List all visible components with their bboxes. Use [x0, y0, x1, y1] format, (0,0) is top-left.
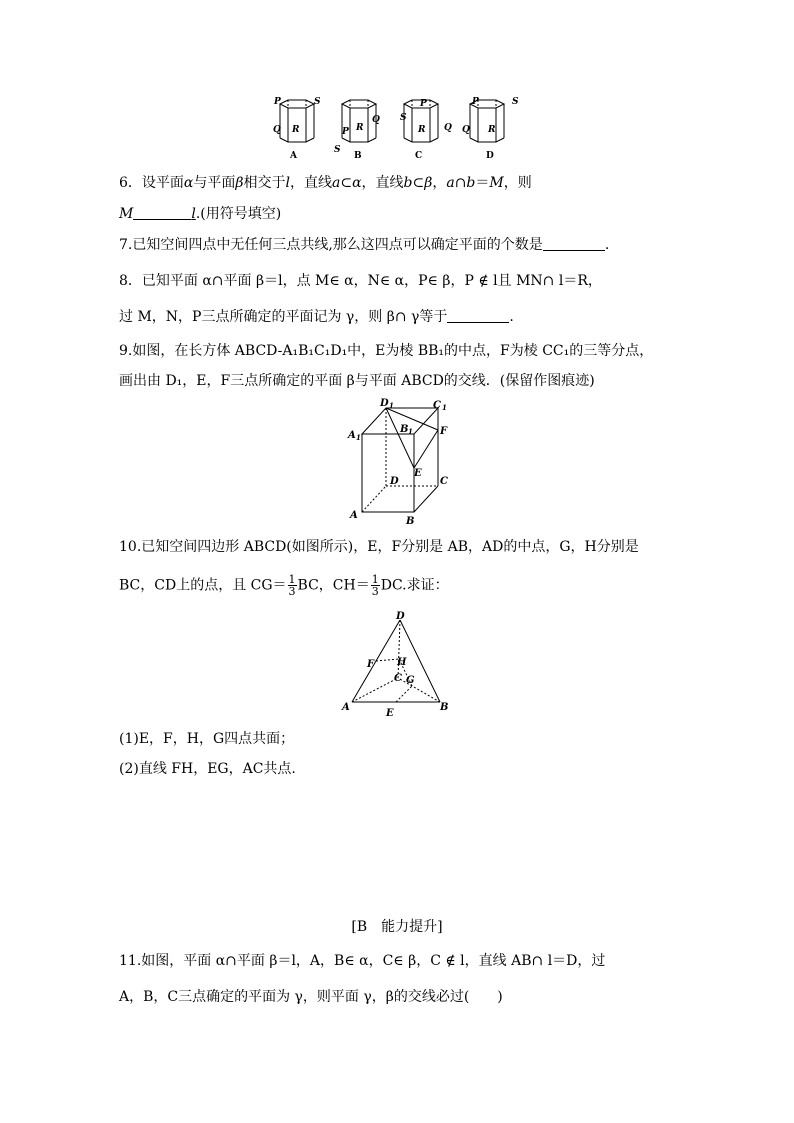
pt-a1: A [348, 430, 356, 441]
pt-p-b: P [342, 127, 349, 137]
pt-s-b: S [334, 145, 341, 155]
pt-f: F [367, 659, 375, 670]
pt-h: H [397, 657, 407, 668]
section-heading: [B 能力提升] [351, 919, 443, 935]
q10-part2: (2)直线 FH，EG，AC共点. [119, 761, 296, 777]
pt-p-d: P [472, 97, 479, 107]
pt-a: A [350, 510, 358, 521]
q10-line1: 10.已知空间四边形 ABCD(如图所示)，E，F分别是 AB，AD的中点，G，H分别是 [119, 539, 639, 555]
pt-s-d: S [512, 97, 519, 107]
q6-line1: 6．设平面α与平面β相交于l，直线a⊂α，直线b⊂β，a∩b＝M，则 [119, 175, 532, 191]
prism-caption-c: C [415, 151, 423, 161]
q8-line2: 过 M，N，P三点所确定的平面记为 γ，则 β∩ γ等于 . [119, 309, 514, 325]
q11-line1: 11.如图，平面 α∩平面 β＝l，A，B∈ α，C∈ β，C ∉ l，直线 AB∩ l＝D，过 [119, 953, 606, 969]
pt-b: B [406, 516, 415, 526]
q7-answer-blank[interactable] [543, 236, 605, 251]
pt-b1: B [400, 424, 409, 435]
q7-line: 7.已知空间四点中无任何三点共线,那么这四点可以确定平面的个数是 . [119, 237, 610, 253]
q6-line2: M l.(用符号填空) [119, 206, 282, 222]
pt-p-a: P [274, 97, 281, 107]
pt-d: D [390, 476, 399, 487]
q8-line1: 8．已知平面 α∩平面 β＝l，点 M∈ α，N∈ α，P∈ β，P ∉ l且 MN∩ l＝R， [119, 273, 602, 289]
pt-f: F [440, 426, 448, 437]
pt-d1-sub: 1 [389, 401, 394, 410]
prism-caption-d: D [486, 151, 494, 161]
pt-p-c: P [420, 99, 427, 109]
fraction-one-third-2: $\frac{1}{3}$ [371, 573, 379, 598]
q10-line2: BC，CD上的点，且 CG＝ $\frac{1}{3}$ BC，CH＝ $\frac{1}{3}$ DC.求证： [119, 573, 449, 598]
pt-b: B [440, 702, 449, 713]
q9-line1: 9.如图，在长方体 ABCD-A₁B₁C₁D₁中，E为棱 BB₁的中点，F为棱 CC₁的三等分点， [119, 343, 654, 359]
pt-g: G [406, 675, 415, 686]
pt-q-a: Q [273, 125, 281, 135]
prism-caption-b: B [354, 151, 362, 161]
pt-s-a: S [314, 97, 321, 107]
pt-q-c: Q [444, 123, 452, 133]
cuboid-figure [340, 396, 460, 526]
pt-a: A [342, 702, 350, 713]
pt-r-d: R [488, 125, 496, 135]
pt-b1-sub: 1 [408, 427, 413, 436]
pt-c: C [394, 673, 402, 684]
prism-a [280, 100, 314, 142]
q11-line2: A，B，C三点确定的平面为 γ，则平面 γ，β的交线必过( ) [119, 989, 503, 1005]
fraction-one-third: $\frac{1}{3}$ [288, 573, 296, 598]
pt-r-a: R [292, 125, 300, 135]
pt-d: D [396, 611, 405, 622]
pt-c1-sub: 1 [442, 403, 447, 412]
pt-e: E [414, 468, 422, 479]
pt-s-c: S [400, 113, 407, 123]
q10-part1: (1)E，F，H，G四点共面； [119, 731, 295, 747]
pt-e: E [386, 708, 394, 718]
pt-a1-sub: 1 [356, 433, 361, 442]
pt-c1: C [433, 400, 441, 411]
prism-caption-a: A [290, 151, 297, 161]
pt-r-c: R [418, 125, 426, 135]
pt-c: C [440, 476, 448, 487]
pt-q-d: Q [462, 125, 470, 135]
pt-r-b: R [356, 123, 364, 133]
prism-figures [268, 94, 528, 164]
tetrahedron-figure [338, 610, 458, 718]
pt-q-b: Q [372, 115, 380, 125]
q9-line2: 画出由 D₁，E，F三点所确定的平面 β与平面 ABCD的交线．(保留作图痕迹) [119, 373, 595, 389]
q8-answer-blank[interactable] [447, 308, 509, 323]
pt-d1: D [380, 398, 389, 409]
q6-answer-blank[interactable] [133, 205, 191, 220]
